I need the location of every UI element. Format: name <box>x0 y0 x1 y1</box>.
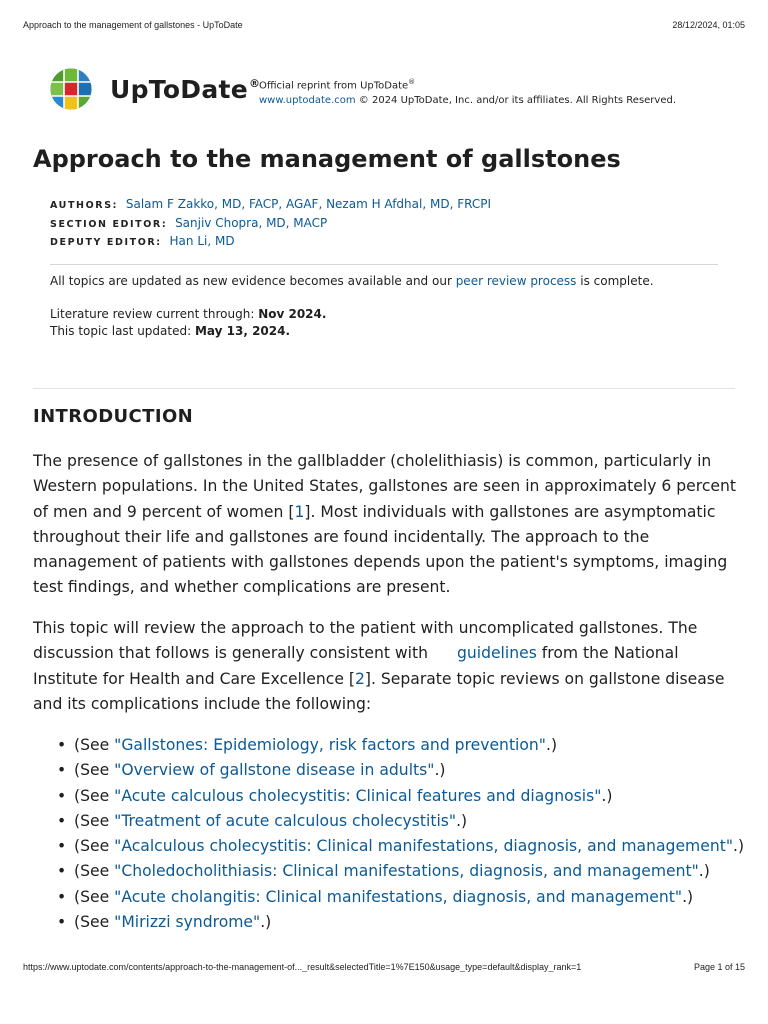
lit-review-label: Literature review current through: <box>50 307 259 321</box>
intro-paragraph-2: This topic will review the approach to the patient with uncomplicated gallstones. The discussion that follows is generally consistent with guidelines from the National Institute for Health and Care Excellence [2]. Separate topic reviews on gallstone disease and its complications include the following: <box>33 619 725 713</box>
article-credits <box>50 196 491 252</box>
print-footer-url: https://www.uptodate.com/contents/approach-to-the-management-of..._result&selectedTitle=1%7E150&usage_type=default&display_rank=1 <box>23 962 582 972</box>
topic-link[interactable]: "Treatment of acute calculous cholecystitis" <box>114 811 457 830</box>
last-updated-label: This topic last updated: <box>50 324 195 338</box>
print-header <box>23 20 745 30</box>
section-editor-link[interactable]: Sanjiv Chopra, MD, MACP <box>175 215 328 230</box>
last-updated-date: May 13, 2024. <box>194 324 291 338</box>
section-divider <box>33 388 735 389</box>
related-topics-list <box>57 733 747 935</box>
topic-link[interactable]: "Acalculous cholecystitis: Clinical manifestations, diagnosis, and management" <box>114 837 734 856</box>
authors-label: AUTHORS: <box>50 200 119 211</box>
topic-link[interactable]: "Acute calculous cholecystitis: Clinical features and diagnosis" <box>114 786 602 805</box>
topic-link[interactable]: "Overview of gallstone disease in adults" <box>114 761 435 780</box>
uptodate-brand[interactable] <box>50 68 260 110</box>
see-suffix: .) <box>456 811 468 830</box>
list-item <box>57 859 747 884</box>
authors-link[interactable]: Salam F Zakko, MD, FACP, AGAF, Nezam H Afdhal, MD, FRCPI <box>125 197 491 211</box>
topic-link[interactable]: "Choledocholithiasis: Clinical manifestations, diagnosis, and management" <box>114 862 699 881</box>
list-item <box>57 758 747 783</box>
list-item <box>57 733 747 758</box>
print-footer-page: Page 1 of 15 <box>693 962 745 972</box>
peer-review-link[interactable]: peer review process <box>455 274 577 288</box>
see-prefix: (See <box>74 811 115 830</box>
list-item <box>57 834 747 859</box>
divider <box>50 264 718 265</box>
list-item <box>57 885 747 910</box>
see-suffix: .) <box>434 761 446 780</box>
see-prefix: (See <box>74 887 115 906</box>
deputy-editor-label: DEPUTY EDITOR: <box>50 237 162 248</box>
reference-link-2[interactable]: 2 <box>354 669 365 688</box>
see-suffix: .) <box>682 887 694 906</box>
list-item <box>57 910 747 935</box>
see-suffix: .) <box>698 862 710 881</box>
uptodate-site-link[interactable]: www.uptodate.com <box>259 95 356 107</box>
see-suffix: .) <box>545 736 558 754</box>
see-suffix: .) <box>733 837 745 856</box>
see-suffix: .) <box>601 786 613 805</box>
guidelines-link[interactable]: guidelines <box>456 644 537 663</box>
intro-paragraph-1: The presence of gallstones in the gallbladder (cholelithiasis) is common, particularly in Western populations. In the United States, gallstones are seen in approximately 6 percent of men and 9 percent of women [1]. Most individuals with gallstones are asymptomatic throughout their life and gallstones are found incidentally. The approach to the management of patients with gallstones depends upon the patient's symptoms, imaging test findings, and whether complications are present. <box>33 452 736 597</box>
reprint-notice: Official reprint from UpToDate® www.uptodate.com © 2024 UpToDate, Inc. and/or its affiliates. All Rights Reserved. <box>259 78 677 107</box>
print-header-datetime: 28/12/2024, 01:05 <box>672 20 745 30</box>
topic-link[interactable]: "Gallstones: Epidemiology, risk factors and prevention" <box>114 736 546 754</box>
deputy-editor-link[interactable]: Han Li, MD <box>169 234 235 248</box>
review-dates <box>50 306 326 340</box>
see-prefix: (See <box>74 913 115 932</box>
see-suffix: .) <box>260 913 272 932</box>
topic-link[interactable]: "Mirizzi syndrome" <box>114 913 261 932</box>
topic-link[interactable]: "Acute cholangitis: Clinical manifestations, diagnosis, and management" <box>114 887 683 906</box>
article-title: Approach to the management of gallstones <box>33 145 621 173</box>
section-heading-introduction: INTRODUCTION <box>33 406 194 427</box>
see-prefix: (See <box>74 761 115 780</box>
copyright-text: © 2024 UpToDate, Inc. and/or its affiliates. All Rights Reserved. <box>355 95 677 107</box>
print-footer <box>23 962 745 972</box>
list-item <box>57 784 747 809</box>
reference-link-1[interactable]: 1 <box>294 502 305 521</box>
list-item <box>57 809 747 834</box>
reprint-line: Official reprint from UpToDate <box>259 80 409 92</box>
brand-name: UpToDate® <box>110 74 261 104</box>
updates-notice: All topics are updated as new evidence becomes available and our peer review process is complete. <box>50 274 654 288</box>
see-prefix: (See <box>74 862 115 881</box>
see-prefix: (See <box>74 786 115 805</box>
see-prefix: (See <box>74 736 115 754</box>
uptodate-logo-icon <box>50 68 92 110</box>
section-editor-label: SECTION EDITOR: <box>50 218 168 230</box>
print-header-title: Approach to the management of gallstones - UpToDate <box>23 20 243 30</box>
see-prefix: (See <box>74 837 115 856</box>
lit-review-date: Nov 2024. <box>258 307 327 321</box>
